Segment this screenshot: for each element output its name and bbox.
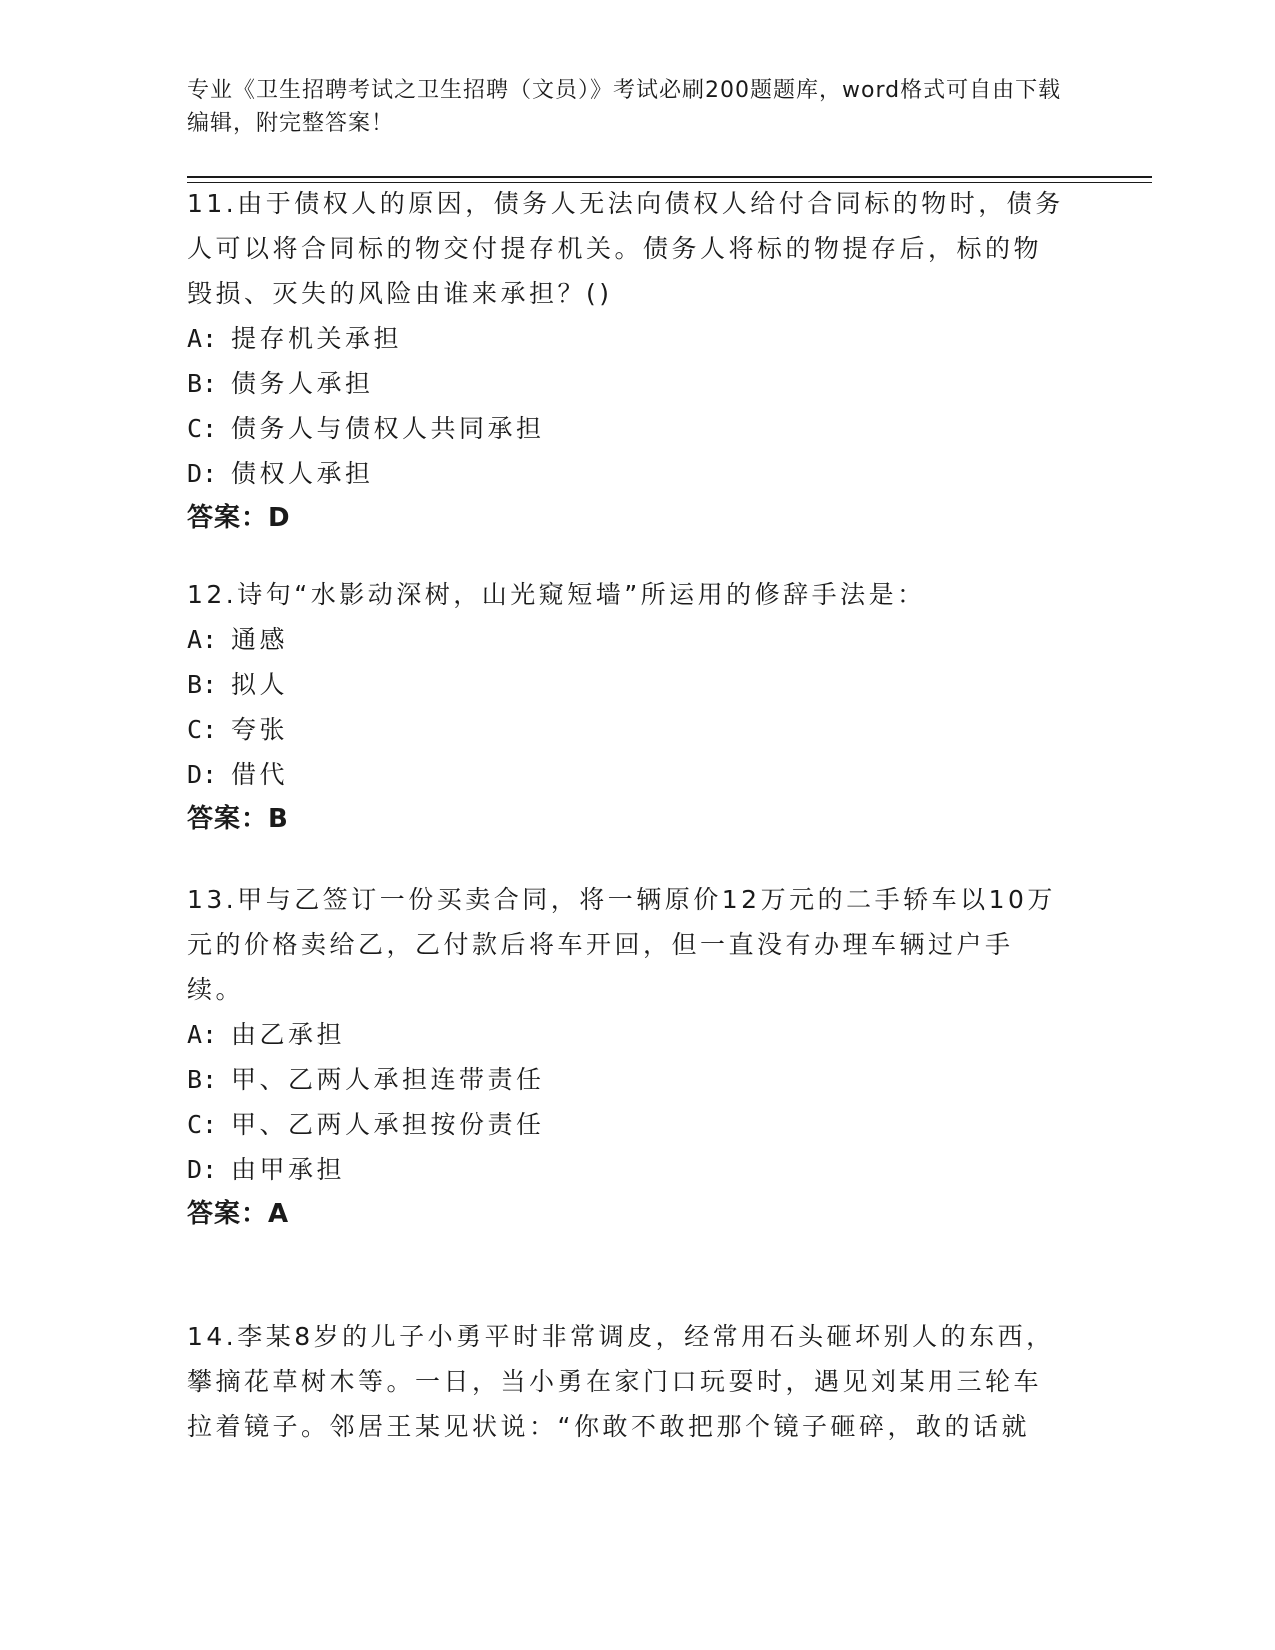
option-key: B:: [187, 1065, 218, 1094]
question-stem: 14.李某8岁的儿子小勇平时非常调皮，经常用石头砸坏别人的东西，攀摘花草树木等。一日，当小勇在家门口玩耍时，遇见刘某用三轮车拉着镜子。邻居王某见状说：“你敢不敢把那个镜子砸碎，敢的话就: [187, 1322, 1055, 1441]
question-stem: 12.诗句“水影动深树，山光窥短墙”所运用的修辞手法是：: [187, 580, 926, 609]
option-c: [187, 707, 1067, 752]
question-12: [187, 572, 1067, 842]
answer-label: 答案：: [187, 503, 269, 533]
option-text: 甲、乙两人承担连带责任: [231, 1065, 545, 1094]
option-key: A:: [187, 625, 218, 654]
option-key: D:: [187, 1155, 218, 1184]
option-key: B:: [187, 670, 218, 699]
option-key: A:: [187, 1020, 218, 1049]
header-divider-thick: [187, 176, 1152, 178]
option-c: [187, 406, 1067, 451]
option-key: A:: [187, 324, 218, 353]
option-text: 通感: [231, 625, 289, 654]
option-b: [187, 1057, 1067, 1102]
option-key: C:: [187, 715, 218, 744]
option-text: 甲、乙两人承担按份责任: [231, 1110, 545, 1139]
answer-value: A: [268, 1199, 290, 1229]
option-text: 夸张: [231, 715, 289, 744]
option-d: [187, 752, 1067, 797]
option-c: [187, 1102, 1067, 1147]
option-key: B:: [187, 369, 218, 398]
answer-value: B: [268, 804, 289, 834]
option-text: 债务人承担: [231, 369, 374, 398]
answer-label: 答案：: [187, 804, 269, 834]
option-d: [187, 451, 1067, 496]
question-11: [187, 181, 1067, 541]
option-text: 由乙承担: [231, 1020, 346, 1049]
answer-value: D: [268, 503, 291, 533]
option-a: [187, 617, 1067, 662]
option-key: D:: [187, 760, 218, 789]
question-stem: 13.甲与乙签订一份买卖合同，将一辆原价12万元的二手轿车以10万元的价格卖给乙，乙付款后将车开回，但一直没有办理车辆过户手续。: [187, 885, 1056, 1004]
question-14: [187, 1314, 1067, 1449]
option-text: 由甲承担: [231, 1155, 346, 1184]
option-b: [187, 361, 1067, 406]
option-key: C:: [187, 1110, 218, 1139]
answer-line: [187, 1192, 1067, 1237]
question-13: [187, 877, 1067, 1237]
option-d: [187, 1147, 1067, 1192]
option-a: [187, 316, 1067, 361]
option-text: 提存机关承担: [231, 324, 403, 353]
answer-label: 答案：: [187, 1199, 269, 1229]
option-text: 债务人与债权人共同承担: [231, 414, 545, 443]
answer-line: [187, 496, 1067, 541]
answer-line: [187, 797, 1067, 842]
option-b: [187, 662, 1067, 707]
option-key: D:: [187, 459, 218, 488]
document-header: 专业《卫生招聘考试之卫生招聘（文员）》考试必刷200题题库，word格式可自由下载编辑，附完整答案！: [187, 78, 1062, 136]
option-a: [187, 1012, 1067, 1057]
option-text: 拟人: [231, 670, 289, 699]
option-key: C:: [187, 414, 218, 443]
option-text: 借代: [231, 760, 289, 789]
option-text: 债权人承担: [231, 459, 374, 488]
question-stem: 11.由于债权人的原因，债务人无法向债权人给付合同标的物时，债务人可以将合同标的物交付提存机关。债务人将标的物提存后，标的物毁损、灭失的风险由谁来承担？(): [187, 189, 1064, 308]
